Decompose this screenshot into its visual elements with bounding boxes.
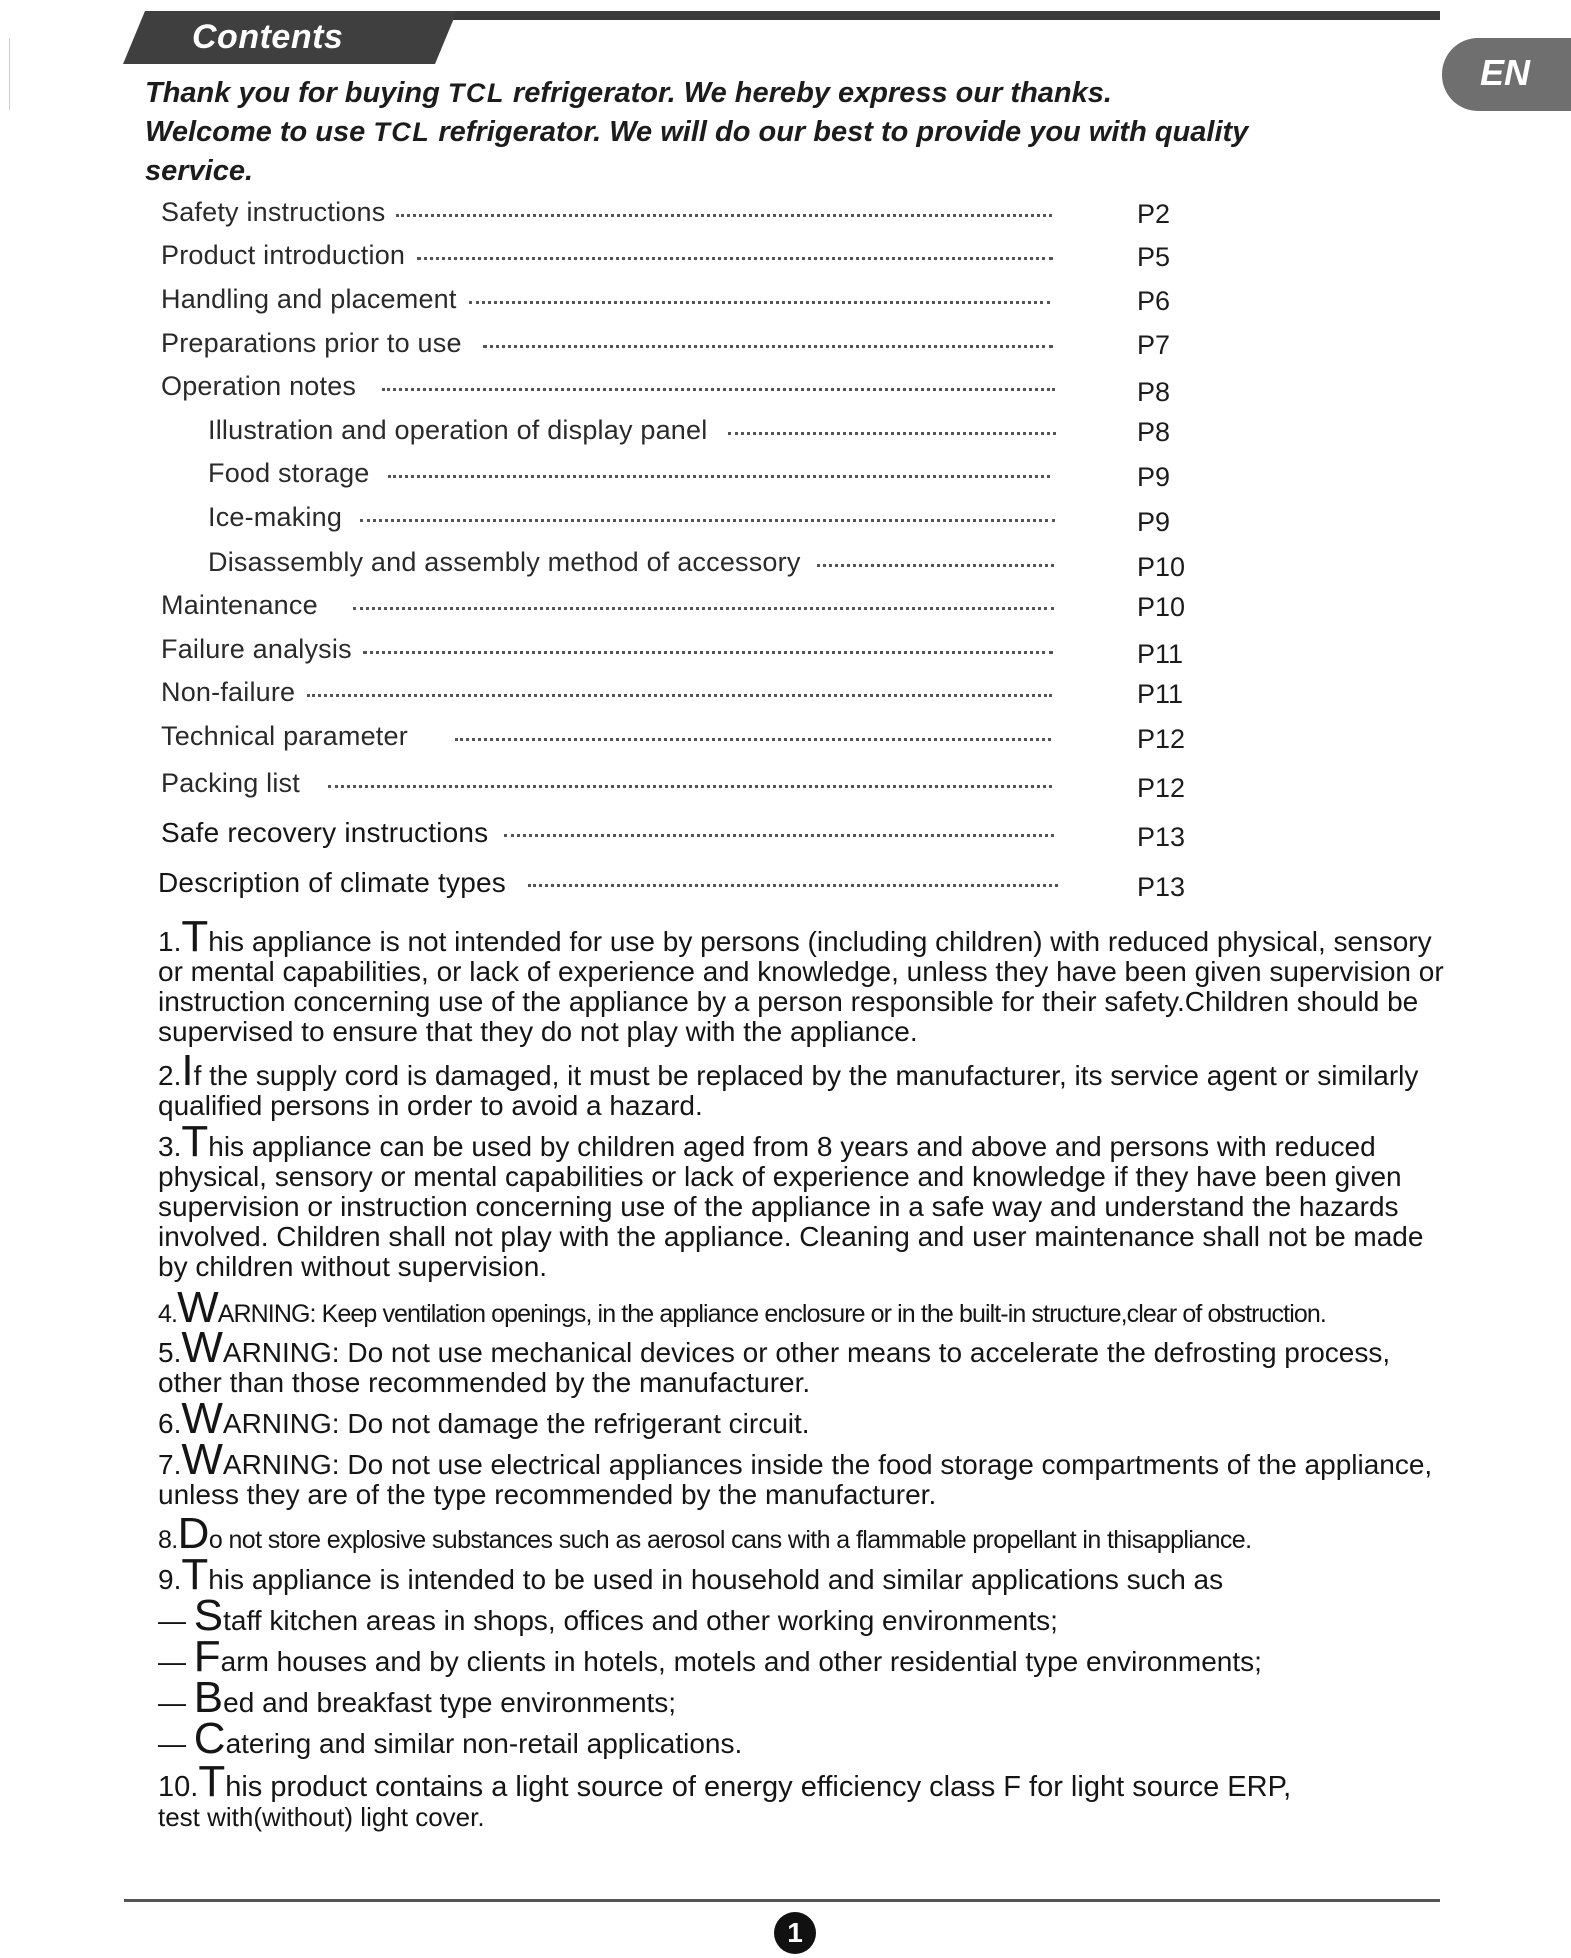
toc-label: Maintenance <box>161 590 318 620</box>
toc-label: Failure analysis <box>161 634 352 664</box>
drop-initial: W <box>181 1435 223 1484</box>
safety-note: 2.If the supply cord is damaged, it must be replaced by the manufacturer, its service agent or similarly qualified persons in order to avoid a hazard. <box>158 1046 1419 1121</box>
toc-leader <box>504 834 1054 837</box>
drop-initial: I <box>181 1046 194 1095</box>
toc-leader <box>417 257 1053 260</box>
drop-initial: D <box>177 1509 209 1558</box>
drop-initial: W <box>181 1394 223 1443</box>
toc-label: Non-failure <box>161 677 296 707</box>
drop-initial: S <box>193 1591 224 1640</box>
intro-text <box>145 74 1385 191</box>
margin-line <box>9 38 10 110</box>
toc-label: Operation notes <box>161 371 357 401</box>
toc-leader <box>382 388 1055 391</box>
drop-initial: T <box>198 1757 226 1806</box>
intro-line-2: Welcome to use TCL refrigerator. We will do our best to provide you with quality service. <box>145 116 1249 187</box>
toc-label: Ice-making <box>208 502 343 532</box>
language-label: EN <box>1480 52 1531 93</box>
drop-initial: T <box>181 1117 209 1166</box>
toc-page: P11 <box>1137 679 1184 709</box>
header-rule <box>440 11 1440 20</box>
toc-leader <box>307 694 1052 697</box>
brand-name: TCL <box>373 117 431 147</box>
toc-page: P10 <box>1137 592 1186 622</box>
safety-note: 3.This appliance can be used by children aged from 8 years and above and persons with reduced physical, sensory or mental capabilities or lack of experience and knowledge if they have been given supervision or instruction concerning use of the appliance in a safe way and understand the hazards involved. Children shall not play with the appliance. Cleaning and user maintenance shall not be made by children without supervision. <box>158 1117 1424 1282</box>
toc-page: P7 <box>1137 330 1171 360</box>
drop-initial: B <box>193 1673 224 1722</box>
drop-initial: T <box>181 912 209 961</box>
footer-rule <box>124 1899 1440 1902</box>
toc-leader <box>728 432 1056 435</box>
toc-page: P10 <box>1137 552 1186 582</box>
toc-leader <box>455 738 1051 741</box>
toc-page: P11 <box>1137 639 1184 669</box>
toc-label: Illustration and operation of display panel <box>208 415 708 445</box>
toc-page: P5 <box>1137 242 1171 272</box>
safety-note: 4.WARNING: Keep ventilation openings, in the appliance enclosure or in the built-in structure,clear of obstruction. <box>158 1283 1326 1332</box>
toc-page: P8 <box>1137 377 1171 407</box>
toc-page: P8 <box>1137 417 1171 447</box>
toc-label: Packing list <box>161 768 300 798</box>
list-item: — Bed and breakfast type environments; <box>158 1673 677 1722</box>
toc-label: Safe recovery instructions <box>161 817 489 848</box>
safety-note: 1.This appliance is not intended for use by persons (including children) with reduced physical, sensory or mental capabilities, or lack of experience and knowledge, unless they have been given supervision or instruction concerning use of the appliance by a person responsible for their safety.Children should be supervised to ensure that they do not play with the appliance. <box>158 912 1444 1047</box>
toc-page: P6 <box>1137 286 1171 316</box>
toc-label: Description of climate types <box>158 867 506 898</box>
drop-initial: W <box>181 1323 223 1372</box>
toc-leader <box>353 607 1054 610</box>
toc-leader <box>469 301 1050 304</box>
toc-page: P12 <box>1137 724 1186 754</box>
toc-label: Food storage <box>208 458 370 488</box>
page-number: 1 <box>774 1912 816 1954</box>
drop-initial: T <box>181 1550 209 1599</box>
toc-page: P13 <box>1137 872 1186 902</box>
list-item: — Staff kitchen areas in shops, offices and other working environments; <box>158 1591 1058 1640</box>
safety-note: 6.WARNING: Do not damage the refrigerant circuit. <box>158 1394 810 1443</box>
list-item: — Catering and similar non-retail applications. <box>158 1714 743 1763</box>
toc-leader <box>483 345 1053 348</box>
toc-page: P9 <box>1137 507 1171 537</box>
toc-label: Preparations prior to use <box>161 328 462 358</box>
toc-leader <box>363 651 1053 654</box>
note-continuation: test with(without) light cover. <box>158 1802 485 1832</box>
safety-note: 10.This product contains a light source of energy efficiency class F for light source ERP, test with(without) light cover. <box>158 1757 1292 1832</box>
toc-page: P13 <box>1137 822 1186 852</box>
list-item: — Farm houses and by clients in hotels, motels and other residential type environments; <box>158 1632 1262 1681</box>
safety-note: 8.Do not store explosive substances such as aerosol cans with a flammable propellant in thisappliance. <box>158 1509 1252 1558</box>
toc-label: Technical parameter <box>161 721 408 751</box>
page-title: Contents <box>192 18 344 56</box>
toc-page: P12 <box>1137 773 1186 803</box>
toc-leader <box>528 884 1058 887</box>
safety-note: 5.WARNING: Do not use mechanical devices or other means to accelerate the defrosting process, other than those recommended by the manufacturer. <box>158 1323 1391 1398</box>
toc-label: Disassembly and assembly method of accessory <box>208 547 801 577</box>
toc-page: P2 <box>1137 199 1171 229</box>
toc-label: Handling and placement <box>161 284 457 314</box>
toc-leader <box>396 214 1052 217</box>
safety-note: 7.WARNING: Do not use electrical appliances inside the food storage compartments of the appliance, unless they are of the type recommended by the manufacturer. <box>158 1435 1433 1510</box>
drop-initial: F <box>193 1632 221 1681</box>
toc-leader <box>328 785 1052 788</box>
toc-page: P9 <box>1137 462 1171 492</box>
brand-name: TCL <box>447 78 505 108</box>
toc-leader <box>388 475 1050 478</box>
toc-label: Product introduction <box>161 240 406 270</box>
drop-initial: C <box>193 1714 226 1763</box>
toc-label: Safety instructions <box>161 197 386 227</box>
safety-note: 9.This appliance is intended to be used in household and similar applications such as <box>158 1550 1224 1599</box>
toc-leader <box>360 519 1055 522</box>
drop-initial: W <box>177 1283 218 1332</box>
toc-leader <box>817 564 1054 567</box>
intro-line-1: Thank you for buying TCL refrigerator. We hereby express our thanks. <box>145 77 1112 109</box>
